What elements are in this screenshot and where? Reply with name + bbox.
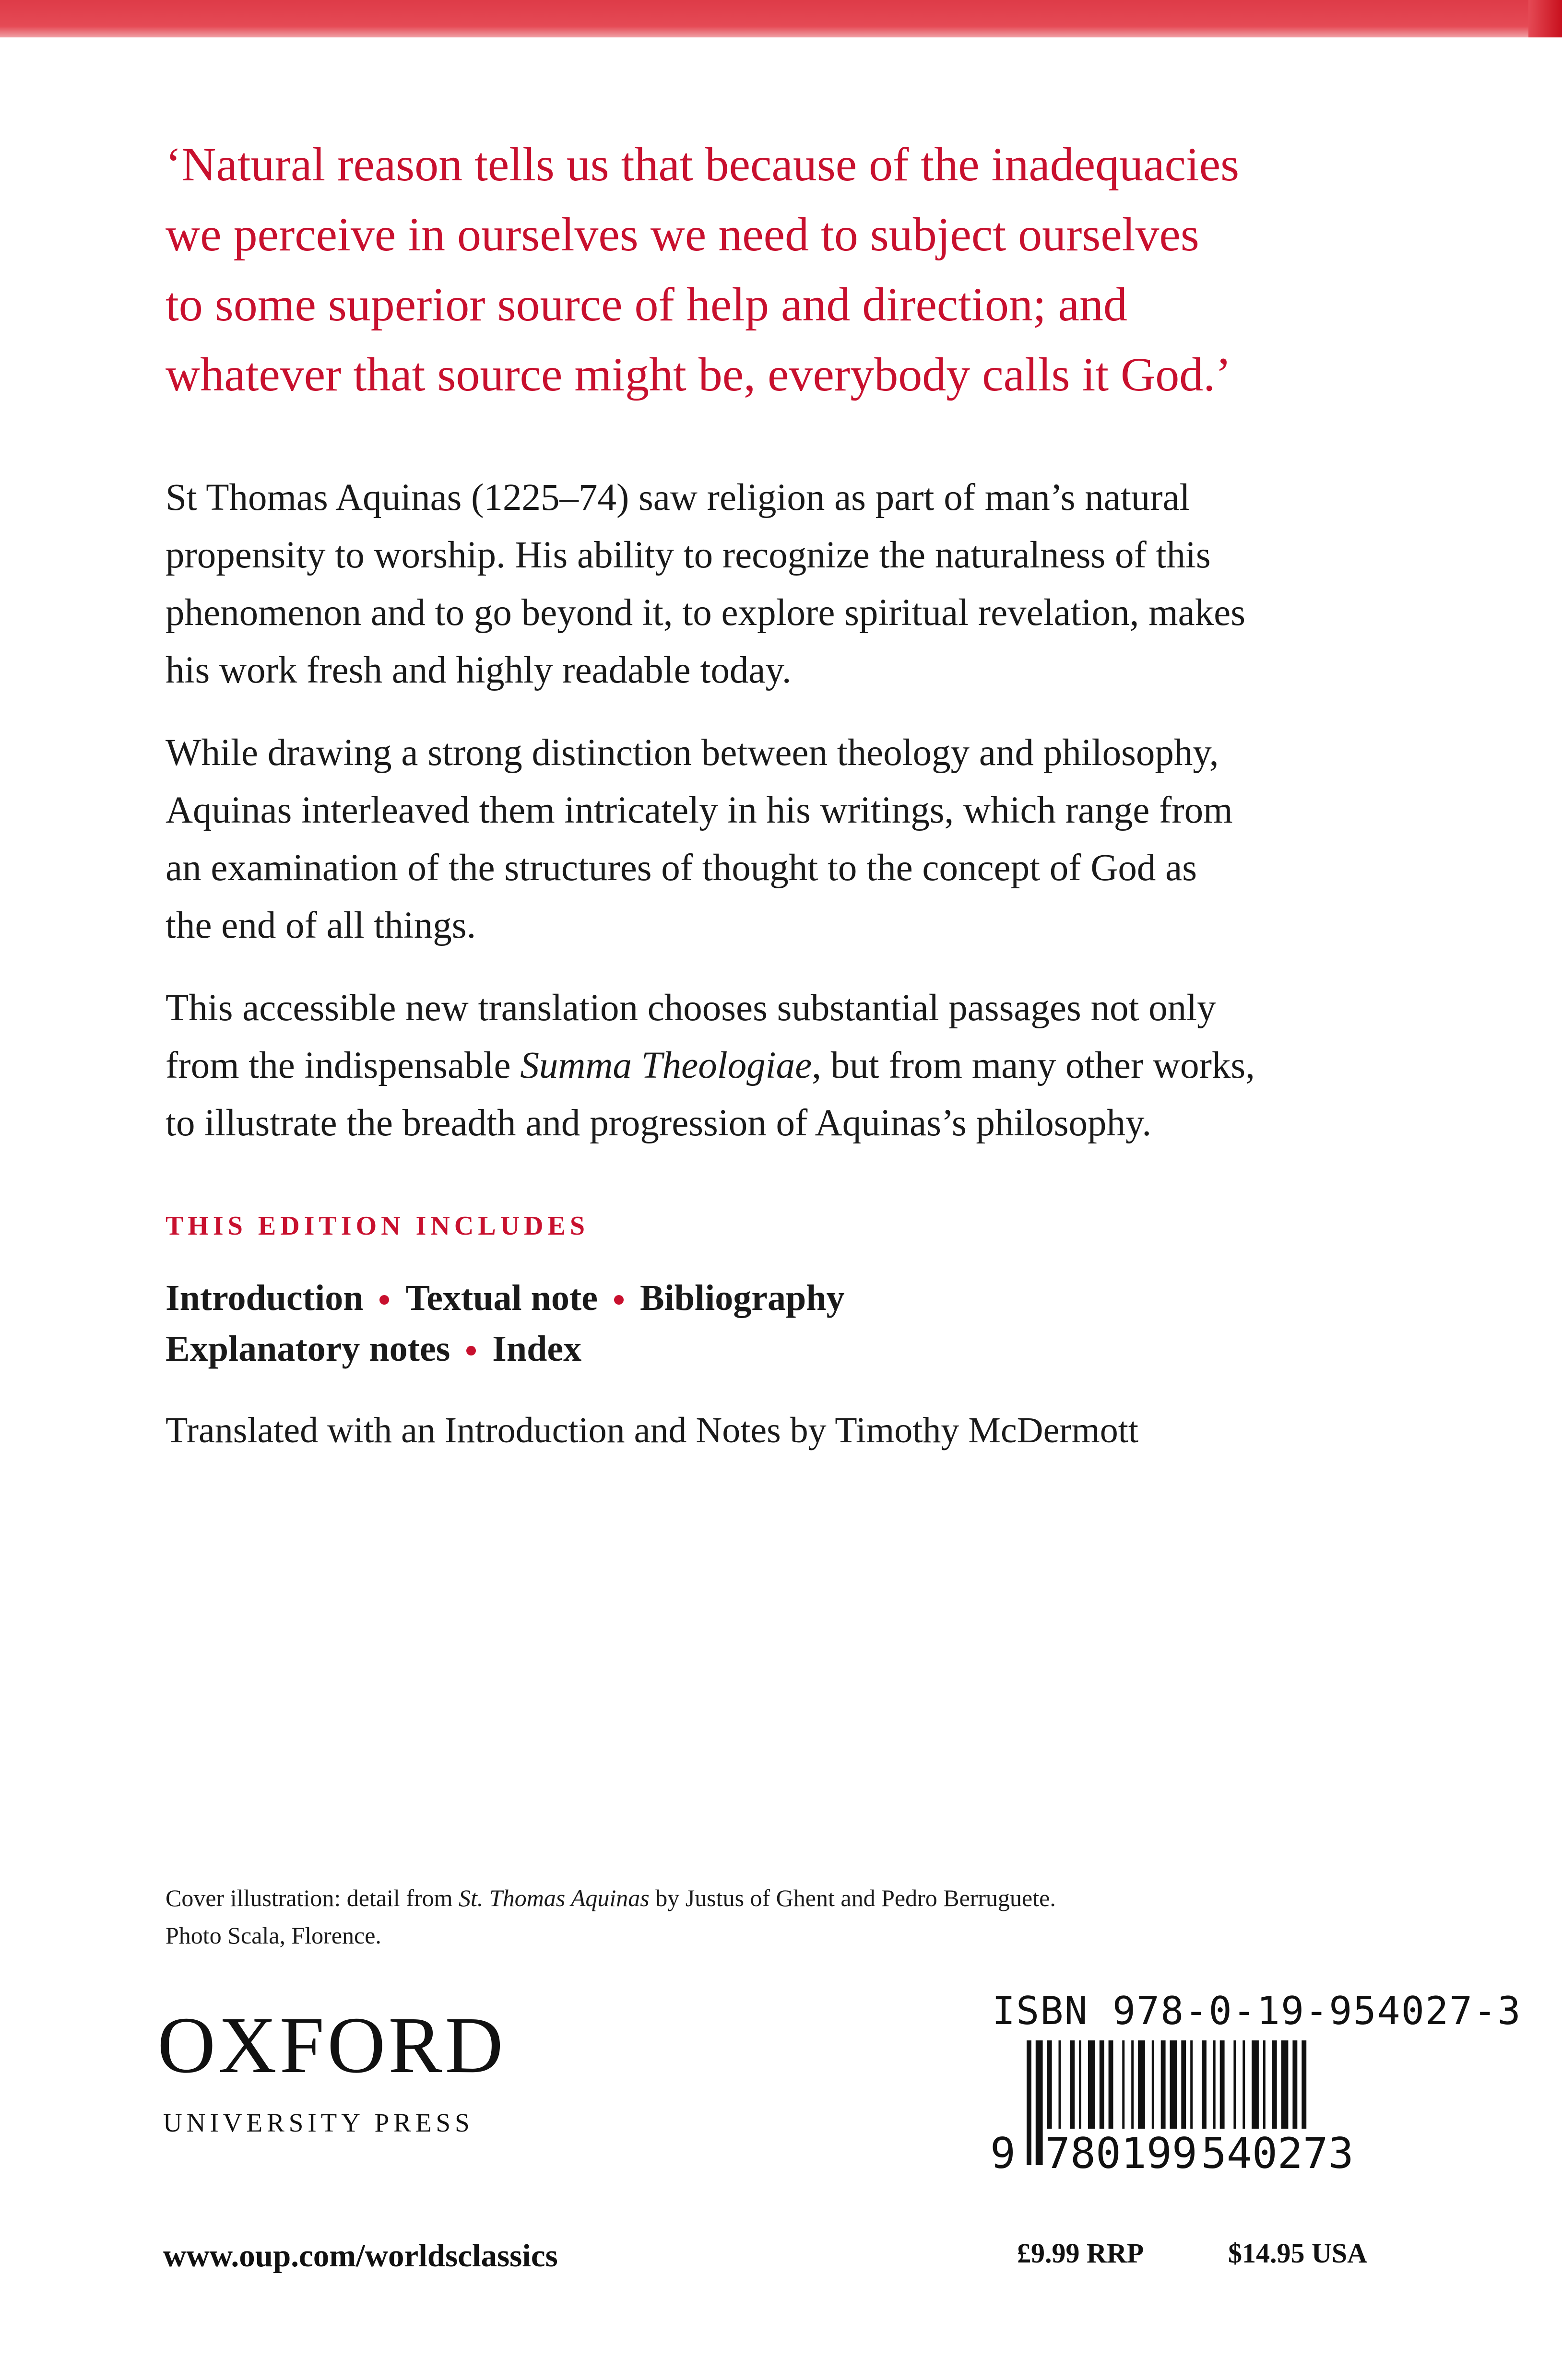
description-paragraph-3 bbox=[166, 979, 1437, 1152]
barcode-bar bbox=[1220, 2040, 1225, 2136]
barcode-bar bbox=[1070, 2040, 1075, 2136]
text-line: propensity to worship. His ability to recognize the naturalness of this bbox=[166, 534, 1211, 576]
quote-line: to some superior source of help and direction; and bbox=[166, 278, 1127, 331]
barcode-digit-group: 780199 bbox=[1043, 2129, 1199, 2178]
edition-item: Explanatory notes bbox=[166, 1329, 450, 1369]
barcode-bar bbox=[1161, 2040, 1166, 2136]
price-gbp: £9.99 RRP bbox=[1017, 2238, 1144, 2269]
barcode-bar bbox=[1088, 2040, 1095, 2136]
text-line: Aquinas interleaved them intricately in his writings, which range from bbox=[166, 789, 1233, 831]
barcode-bar bbox=[1122, 2040, 1124, 2136]
barcode-bar bbox=[1047, 2040, 1052, 2136]
barcode-bar bbox=[1233, 2040, 1236, 2136]
oxford-logo: OXFORD bbox=[157, 2001, 506, 2090]
price-usd: $14.95 USA bbox=[1228, 2238, 1368, 2269]
text-segment: , but from many other works, bbox=[812, 1045, 1255, 1086]
pull-quote bbox=[166, 130, 1461, 410]
text-line: his work fresh and highly readable today. bbox=[166, 649, 792, 691]
barcode-bar bbox=[1272, 2040, 1277, 2136]
barcode-bar bbox=[1252, 2040, 1259, 2136]
text-line: This accessible new translation chooses substantial passages not only bbox=[166, 987, 1216, 1029]
barcode-bar bbox=[1202, 2040, 1207, 2136]
barcode-bar bbox=[1190, 2040, 1193, 2136]
barcode-bar bbox=[1242, 2040, 1245, 2136]
barcode-first-digit: 9 bbox=[988, 2129, 1018, 2178]
bullet-dot-icon bbox=[614, 1295, 624, 1305]
publisher-name: UNIVERSITY PRESS bbox=[163, 2108, 474, 2137]
barcode-bar bbox=[1263, 2040, 1266, 2136]
text-segment: from the indispensable bbox=[166, 1045, 521, 1086]
top-color-band bbox=[0, 0, 1562, 37]
text-line: to illustrate the breadth and progression of Aquinas’s philosophy. bbox=[166, 1102, 1152, 1144]
barcode-bar bbox=[1138, 2040, 1145, 2136]
barcode-digits bbox=[988, 2129, 1356, 2178]
barcode-bar bbox=[1100, 2040, 1104, 2136]
text-line: St Thomas Aquinas (1225–74) saw religion as part of man’s natural bbox=[166, 477, 1190, 518]
edition-item: Textual note bbox=[405, 1278, 598, 1318]
text-line: While drawing a strong distinction between theology and philosophy, bbox=[166, 732, 1219, 774]
barcode-bar bbox=[1292, 2040, 1297, 2136]
text-line: Photo Scala, Florence. bbox=[166, 1922, 381, 1949]
edition-items-row-2 bbox=[166, 1325, 1413, 1373]
text-segment: Cover illustration: detail from bbox=[166, 1885, 459, 1911]
edition-heading: THIS EDITION INCLUDES bbox=[166, 1211, 589, 1241]
barcode-digit-group: 540273 bbox=[1199, 2129, 1356, 2178]
edition-items-row-1 bbox=[166, 1274, 1413, 1322]
description-paragraph-2 bbox=[166, 724, 1437, 954]
text-line: an examination of the structures of thought to the concept of God as bbox=[166, 847, 1197, 889]
isbn-label: ISBN 978-0-19-954027-3 bbox=[992, 1989, 1522, 2033]
edition-item: Bibliography bbox=[639, 1278, 845, 1318]
barcode-bar bbox=[1152, 2040, 1154, 2136]
quote-line: ‘Natural reason tells us that because of the inadequacies bbox=[166, 138, 1239, 191]
corner-accent bbox=[1528, 0, 1562, 37]
work-title: Summa Theologiae bbox=[520, 1045, 812, 1086]
quote-line: whatever that source might be, everybody calls it God.’ bbox=[166, 348, 1231, 401]
edition-item: Index bbox=[492, 1329, 582, 1369]
publisher-website-link[interactable]: www.oup.com/worldsclassics bbox=[163, 2238, 558, 2274]
translator-credit: Translated with an Introduction and Notes by Timothy McDermott bbox=[166, 1410, 1138, 1450]
barcode-bar bbox=[1213, 2040, 1216, 2136]
barcode-bar bbox=[1079, 2040, 1081, 2136]
barcode-bar bbox=[1059, 2040, 1061, 2136]
bullet-dot-icon bbox=[466, 1346, 476, 1355]
barcode-bar bbox=[1131, 2040, 1134, 2136]
description-paragraph-1 bbox=[166, 469, 1437, 699]
text-segment: by Justus of Ghent and Pedro Berruguete. bbox=[649, 1885, 1056, 1911]
quote-line: we perceive in ourselves we need to subject ourselves bbox=[166, 208, 1199, 261]
bullet-dot-icon bbox=[379, 1295, 389, 1305]
edition-item: Introduction bbox=[166, 1278, 364, 1318]
barcode-bar bbox=[1302, 2040, 1306, 2136]
text-line: the end of all things. bbox=[166, 905, 476, 946]
barcode-bar bbox=[1109, 2040, 1113, 2136]
artwork-title: St. Thomas Aquinas bbox=[459, 1885, 650, 1911]
barcode-bar bbox=[1281, 2040, 1289, 2136]
text-line: phenomenon and to go beyond it, to explore spiritual revelation, makes bbox=[166, 592, 1245, 634]
cover-illustration-credit bbox=[166, 1879, 1413, 1954]
